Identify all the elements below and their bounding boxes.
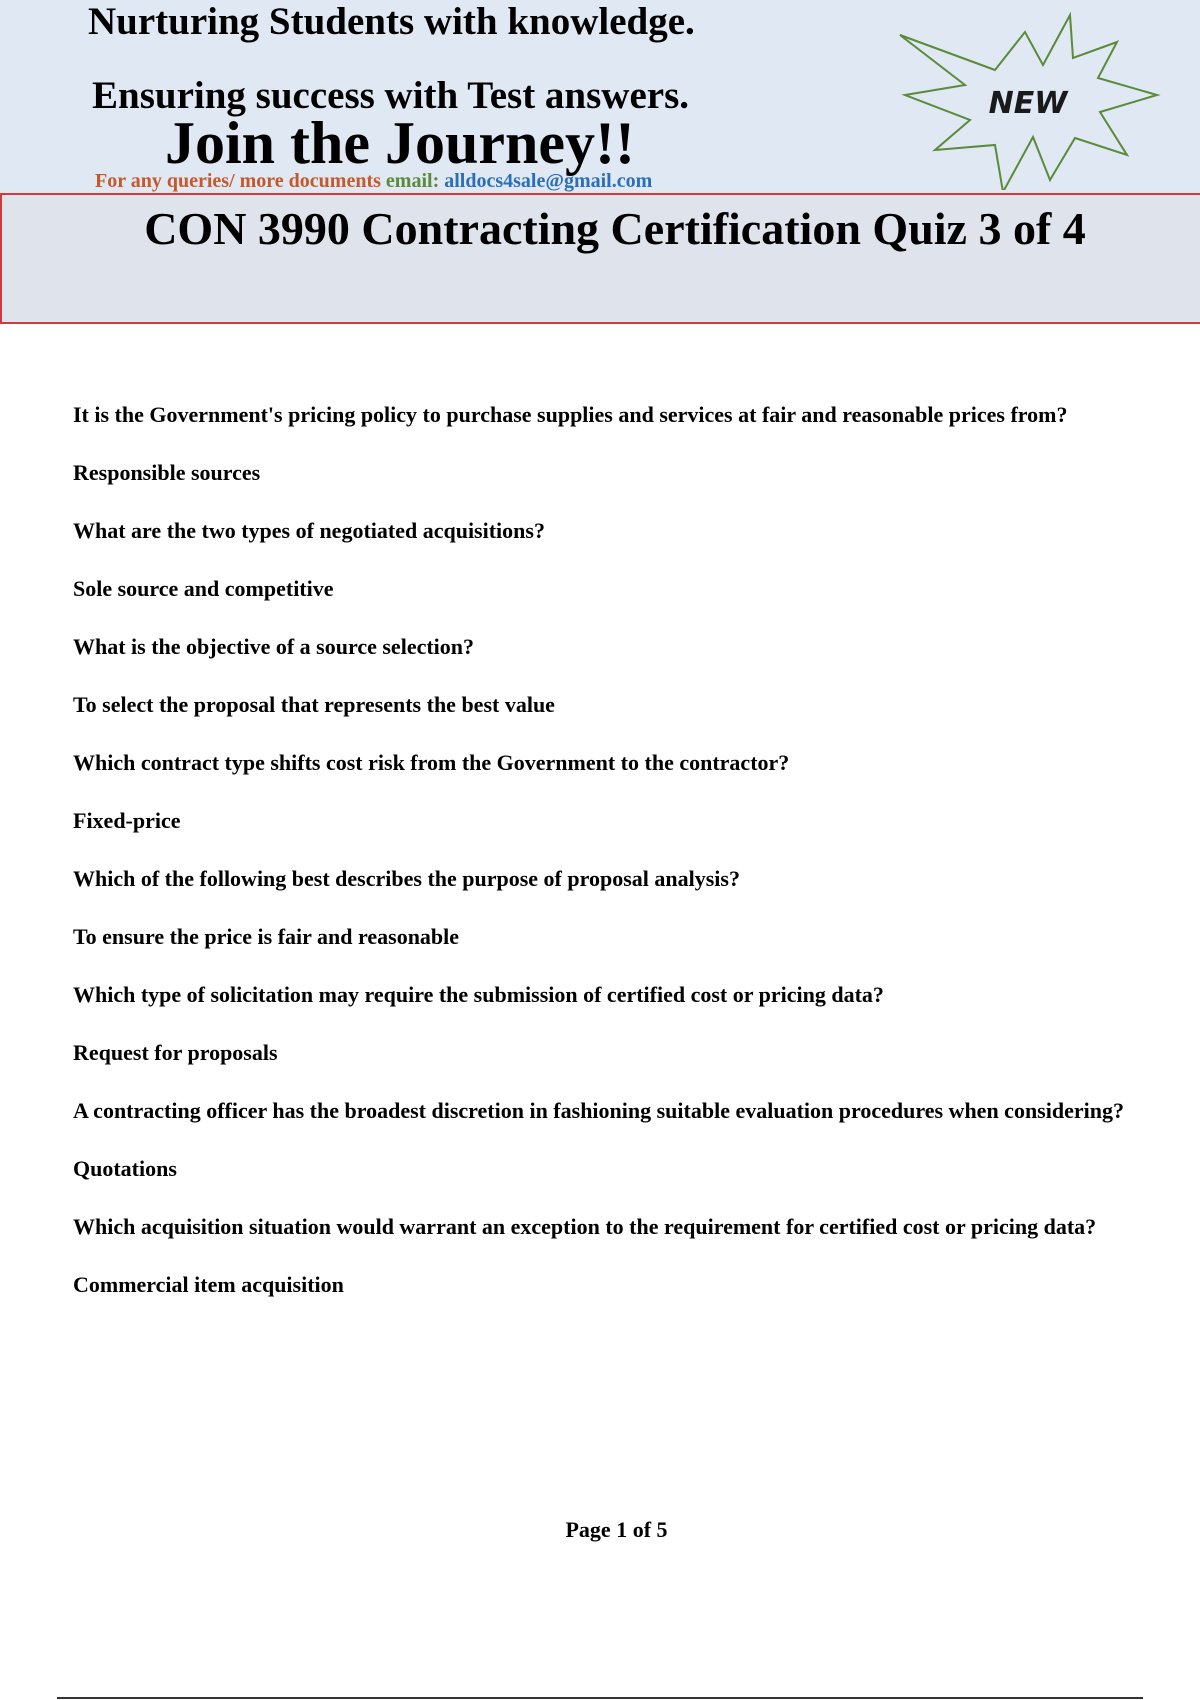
question-1: It is the Government's pricing policy to purchase supplies and services at fair and reasonable prices from? xyxy=(73,402,1068,427)
question-2: What are the two types of negotiated acquisitions? xyxy=(73,518,545,543)
tagline-join: Join the Journey!! xyxy=(165,110,635,176)
starburst-icon xyxy=(895,10,1165,190)
qa-list xyxy=(73,400,1148,1328)
answer-1: Responsible sources xyxy=(73,460,261,485)
tagline-ensuring: Ensuring success with Test answers. xyxy=(92,74,690,117)
footer-divider xyxy=(57,1697,1143,1699)
answer-3: To select the proposal that represents the best value xyxy=(73,692,555,717)
contact-label: email: xyxy=(385,170,440,192)
tagline-nurturing: Nurturing Students with knowledge. xyxy=(88,0,695,43)
page-number: Page 1 of 5 xyxy=(565,1517,668,1542)
new-badge-label: NEW xyxy=(988,86,1068,121)
contact-email-link[interactable]: alldocs4sale@gmail.com xyxy=(444,170,653,192)
document-title: CON 3990 Contracting Certification Quiz 3 of 4 xyxy=(144,203,1086,254)
question-3: What is the objective of a source selection? xyxy=(73,634,475,659)
question-4: Which contract type shifts cost risk from the Government to the contractor? xyxy=(73,750,790,775)
answer-8: Commercial item acquisition xyxy=(73,1272,344,1297)
header-banner xyxy=(0,0,1200,194)
answer-6: Request for proposals xyxy=(73,1040,278,1065)
question-6: Which type of solicitation may require the submission of certified cost or pricing data? xyxy=(73,982,884,1007)
question-7: A contracting officer has the broadest discretion in fashioning suitable evaluation procedures when considering? xyxy=(73,1098,1124,1123)
contact-prefix: For any queries/ more documents xyxy=(95,170,381,192)
answer-2: Sole source and competitive xyxy=(73,576,334,601)
question-5: Which of the following best describes the purpose of proposal analysis? xyxy=(73,866,740,891)
question-8: Which acquisition situation would warrant an exception to the requirement for certified cost or pricing data? xyxy=(73,1214,1097,1239)
answer-4: Fixed-price xyxy=(73,808,181,833)
answer-5: To ensure the price is fair and reasonable xyxy=(73,924,460,949)
contact-line xyxy=(95,169,652,193)
answer-7: Quotations xyxy=(73,1156,177,1181)
